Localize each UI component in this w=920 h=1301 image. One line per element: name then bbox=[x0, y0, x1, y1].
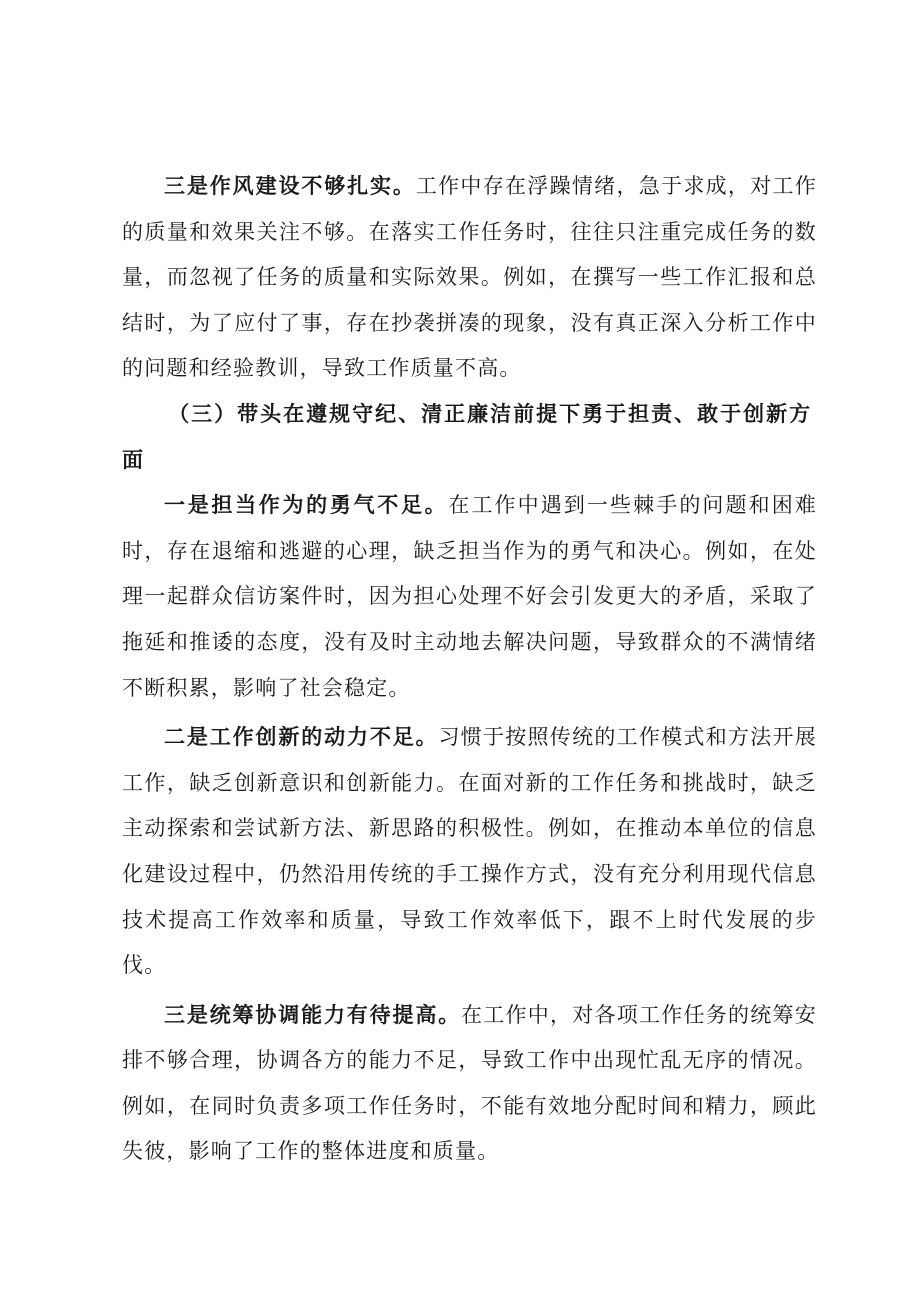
paragraph-work-style bbox=[122, 164, 817, 392]
paragraph-body: 习惯于按照传统的工作模式和方法开展工作，缺乏创新意识和创新能力。在面对新的工作任务和挑战时，缺乏主动探索和尝试新方法、新思路的积极性。例如，在推动本单位的信息化建设过程中，仍然沿用传统的手工操作方式，没有充分利用现代信息技术提高工作效率和质量，导致工作效率低下，跟不上时代发展的步伐。 bbox=[122, 725, 817, 978]
document-page bbox=[122, 164, 817, 1175]
paragraph-courage bbox=[122, 483, 817, 711]
section-heading: （三）带头在遵规守纪、清正廉洁前提下勇于担责、敢于创新方面 bbox=[122, 401, 813, 472]
paragraph-body: 在工作中，对各项工作任务的统筹安排不够合理，协调各方的能力不足，导致工作中出现忙乱无序的情况。例如，在同时负责多项工作任务时，不能有效地分配时间和精力，顾此失彼，影响了工作的整体进度和质量。 bbox=[122, 1002, 817, 1164]
paragraph-lead: 三是作风建设不够扎实。 bbox=[164, 174, 416, 198]
paragraph-body: 在工作中遇到一些棘手的问题和困难时，存在退缩和逃避的心理，缺乏担当作为的勇气和决心。例如，在处理一起群众信访案件时，因为担心处理不好会引发更大的矛盾，采取了拖延和推诿的态度，没有及时主动地去解决问题，导致群众的不满情绪不断积累，影响了社会稳定。 bbox=[122, 493, 817, 700]
paragraph-coordination bbox=[122, 993, 817, 1175]
paragraph-body: 工作中存在浮躁情绪，急于求成，对工作的质量和效果关注不够。在落实工作任务时，往往只注重完成任务的数量，而忽视了任务的质量和实际效果。例如，在撰写一些工作汇报和总结时，为了应付了事，存在抄袭拼凑的现象，没有真正深入分析工作中的问题和经验教训，导致工作质量不高。 bbox=[122, 174, 817, 381]
paragraph-lead: 二是工作创新的动力不足。 bbox=[164, 725, 439, 750]
paragraph-lead: 三是统筹协调能力有待提高。 bbox=[164, 1002, 462, 1027]
paragraph-innovation bbox=[122, 715, 817, 989]
paragraph-lead: 一是担当作为的勇气不足。 bbox=[164, 493, 449, 518]
